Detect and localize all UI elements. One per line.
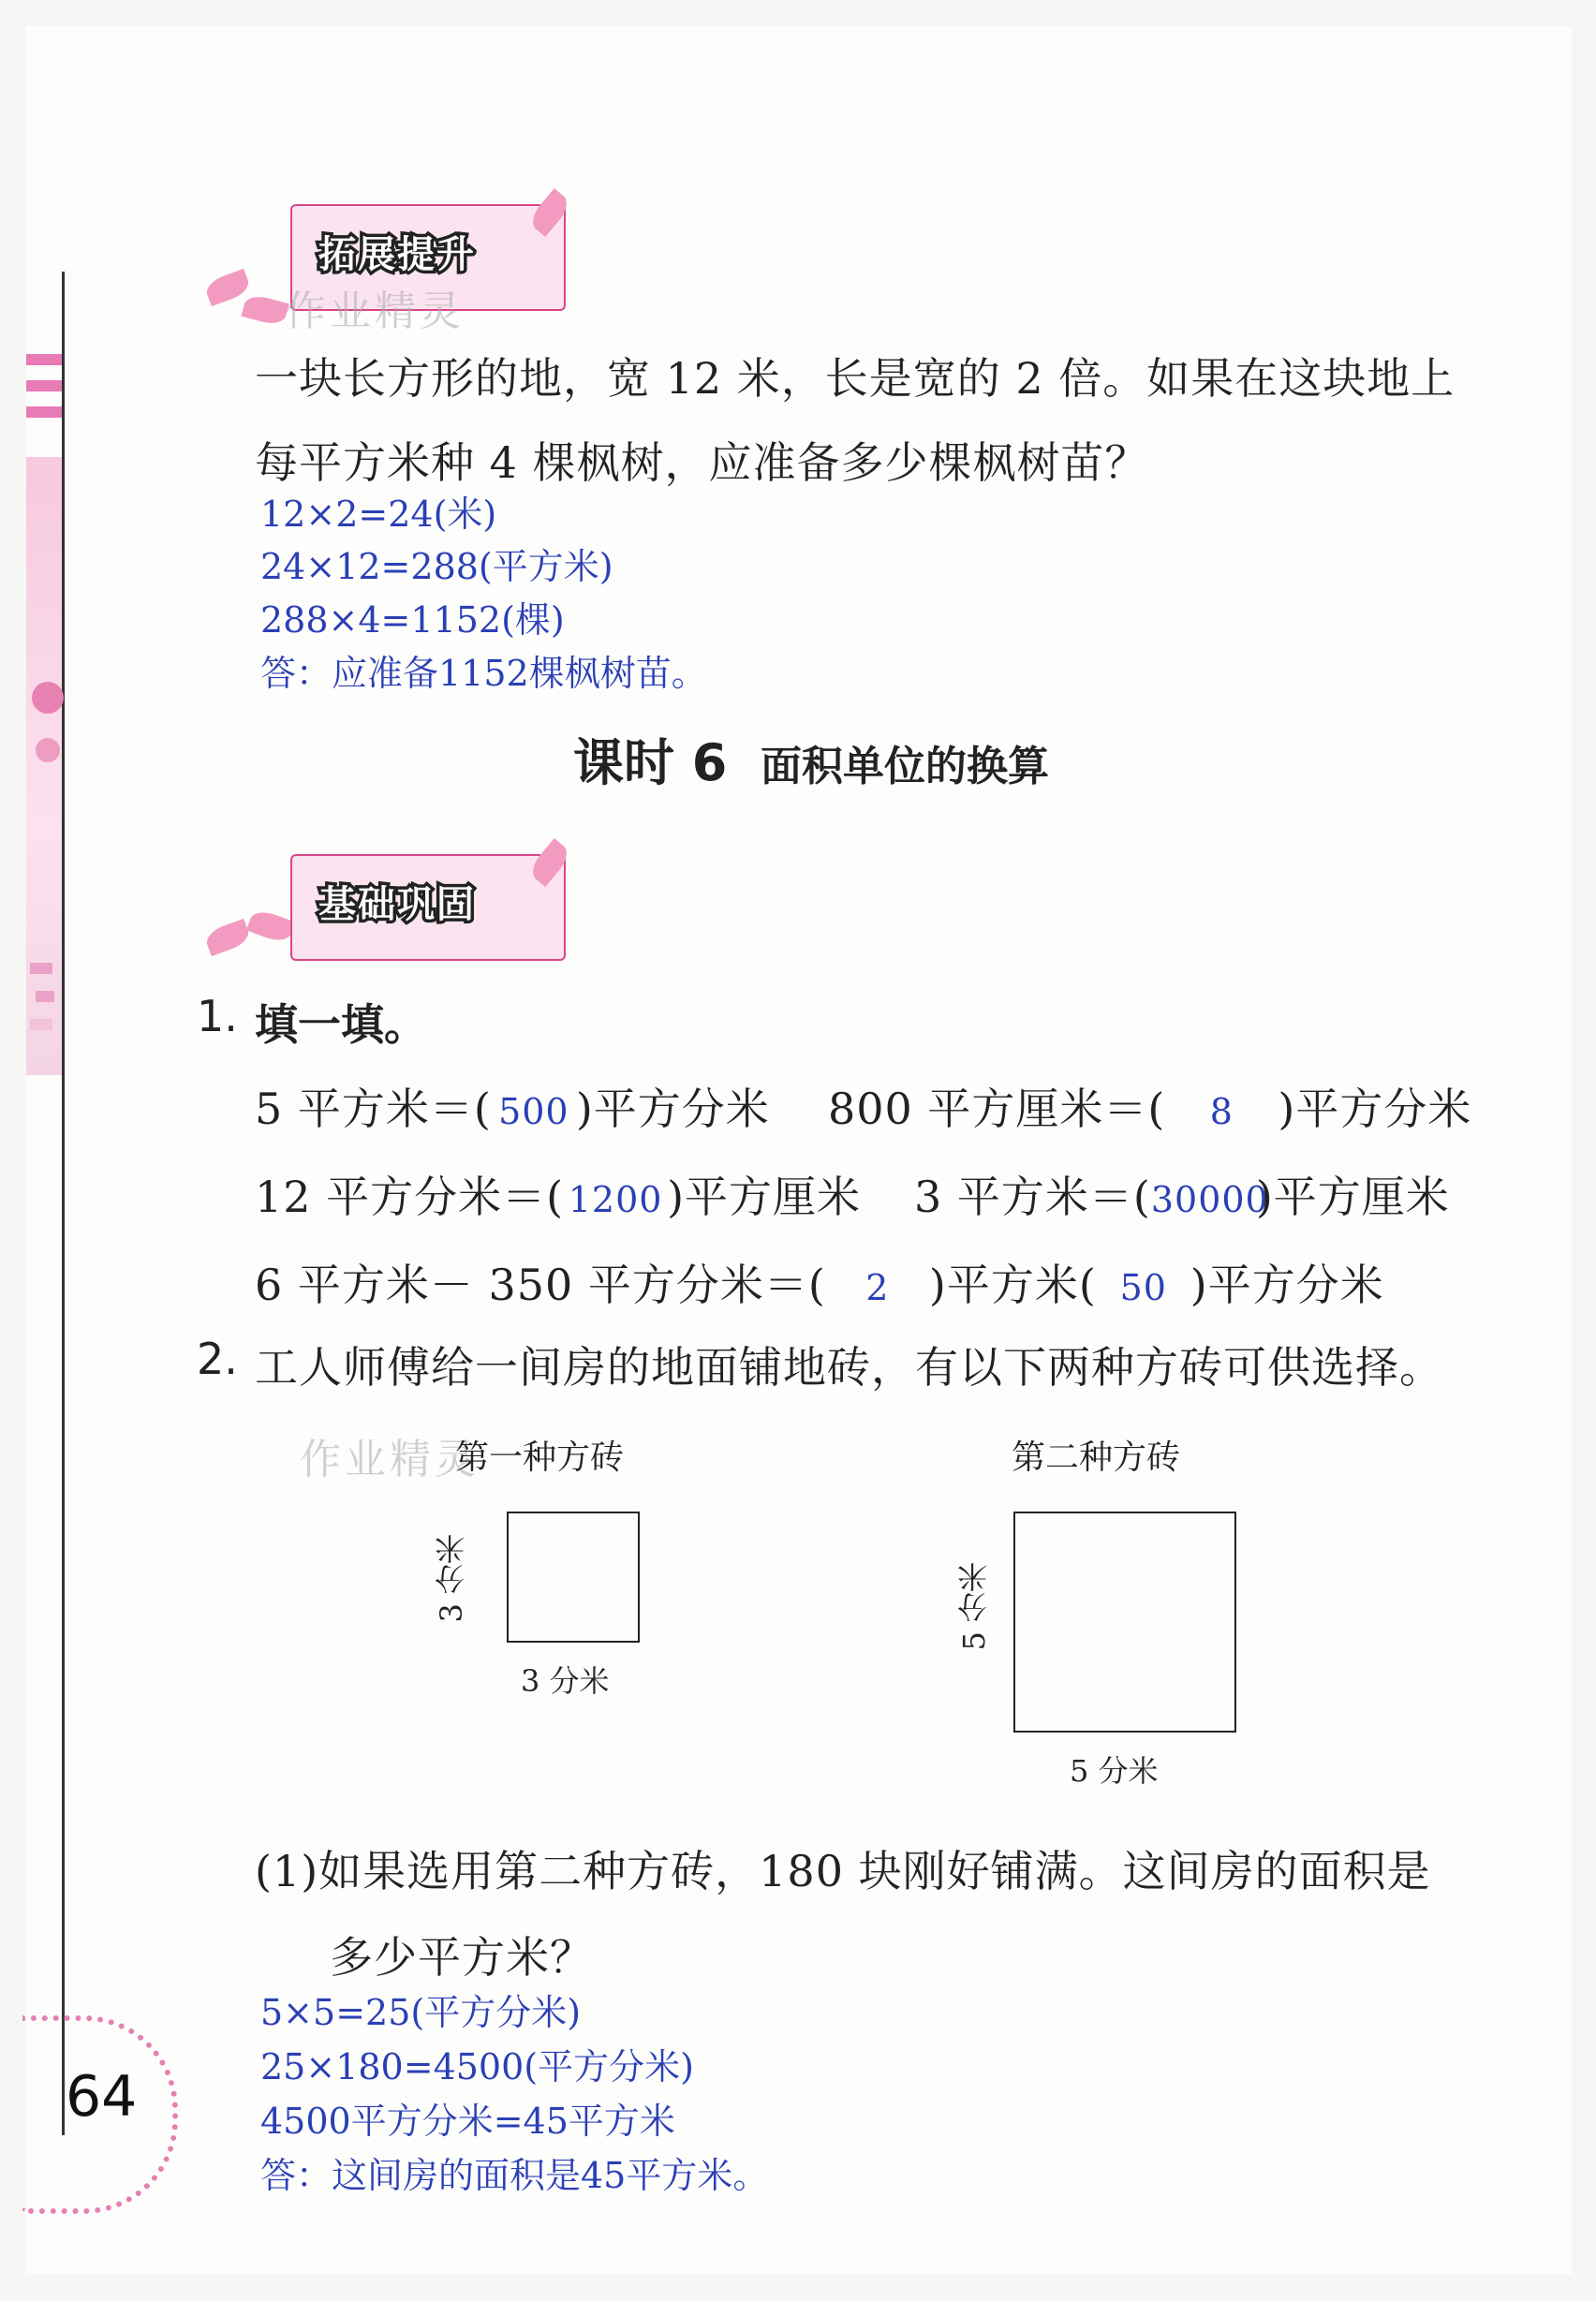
workbook-page <box>26 26 1572 2274</box>
section-title: 拓展提升 <box>318 233 476 276</box>
fill-text: )平方米( <box>928 1260 1097 1310</box>
fill-row <box>914 1163 1450 1225</box>
fill-text: 5 平方米＝( <box>255 1084 492 1134</box>
tile2-side-label: 5 分米 <box>956 1562 992 1651</box>
fill-text: 12 平方分米＝( <box>255 1172 565 1222</box>
tile1-caption: 第一种方砖 <box>455 1438 625 1477</box>
sub-question-line: (1)如果选用第二种方砖，180 块刚好铺满。这间房的面积是 <box>255 1846 1431 1896</box>
handwritten-answer: 288×4=1152(棵) <box>260 599 565 641</box>
lesson-topic: 面积单位的换算 <box>761 743 1049 790</box>
fill-text: )平方分米 <box>1278 1084 1472 1134</box>
fill-row <box>828 1075 1471 1137</box>
lesson-label: 课时 6 <box>573 733 728 792</box>
handwritten-answer: 答：应准备1152棵枫树苗。 <box>260 653 707 694</box>
question-title: 填一填。 <box>255 999 427 1050</box>
tile2-bottom-label: 5 分米 <box>1070 1753 1159 1789</box>
fill-row <box>255 1251 1384 1313</box>
sub-question-line: 多少平方米？ <box>330 1932 594 1983</box>
handwritten-answer: 12×2=24(米) <box>260 494 497 535</box>
leaf-icon <box>203 919 252 956</box>
fill-text: )平方厘米 <box>1255 1172 1450 1222</box>
problem-text-line: 一块长方形的地，宽 12 米，长是宽的 2 倍。如果在这块地上 <box>255 353 1456 404</box>
tile1-bottom-label: 3 分米 <box>521 1663 610 1699</box>
flower-icon <box>36 738 60 762</box>
fill-text: 800 平方厘米＝( <box>828 1084 1166 1134</box>
fill-text: 6 平方米－ 350 平方分米＝( <box>255 1260 826 1310</box>
fill-row <box>255 1075 770 1137</box>
section-title: 基础巩固 <box>318 883 476 926</box>
watermark: 作业精灵 <box>300 1436 480 1483</box>
handwritten-answer: 25×180=4500(平方分米) <box>260 2046 694 2087</box>
pink-block <box>36 991 54 1002</box>
fill-answer: 2 <box>865 1267 890 1308</box>
fill-row <box>255 1163 861 1225</box>
handwritten-answer: 答：这间房的面积是45平方米。 <box>260 2155 769 2196</box>
pink-stripe <box>26 380 62 391</box>
fill-text: 3 平方米＝( <box>914 1172 1151 1222</box>
tile1-square <box>507 1512 640 1643</box>
fill-text: )平方分米 <box>1190 1260 1384 1310</box>
fill-answer: 8 <box>1209 1091 1234 1132</box>
fill-answer: 500 <box>498 1091 569 1132</box>
flower-icon <box>32 682 64 714</box>
watermark: 作业精灵 <box>285 288 465 335</box>
leaf-icon <box>246 907 295 945</box>
handwritten-answer: 24×12=288(平方米) <box>260 546 613 587</box>
handwritten-answer: 4500平方分米=45平方米 <box>260 2101 675 2142</box>
fill-answer: 30000 <box>1150 1179 1269 1220</box>
fill-text: )平方厘米 <box>667 1172 862 1222</box>
fill-text: )平方分米 <box>575 1084 770 1134</box>
pink-stripe <box>26 354 62 365</box>
fill-answer: 1200 <box>568 1179 663 1220</box>
question-title: 工人师傅给一间房的地面铺地砖，有以下两种方砖可供选择。 <box>255 1342 1443 1393</box>
leaf-icon <box>241 292 288 327</box>
margin-line <box>62 272 65 2135</box>
pink-block <box>30 1019 52 1030</box>
fill-answer: 50 <box>1119 1267 1167 1308</box>
floral-strip <box>26 457 62 1075</box>
question-number: 1. <box>197 991 238 1041</box>
pink-block <box>30 963 52 974</box>
problem-text-line: 每平方米种 4 棵枫树，应准备多少棵枫树苗？ <box>255 437 1149 488</box>
handwritten-answer: 5×5=25(平方分米) <box>260 1992 582 2033</box>
tile1-side-label: 3 分米 <box>434 1534 469 1623</box>
tile2-caption: 第二种方砖 <box>1012 1438 1181 1477</box>
pink-stripe <box>26 406 62 418</box>
page-number: 64 <box>66 2064 138 2130</box>
question-number: 2. <box>197 1334 238 1384</box>
tile2-square <box>1013 1512 1236 1733</box>
